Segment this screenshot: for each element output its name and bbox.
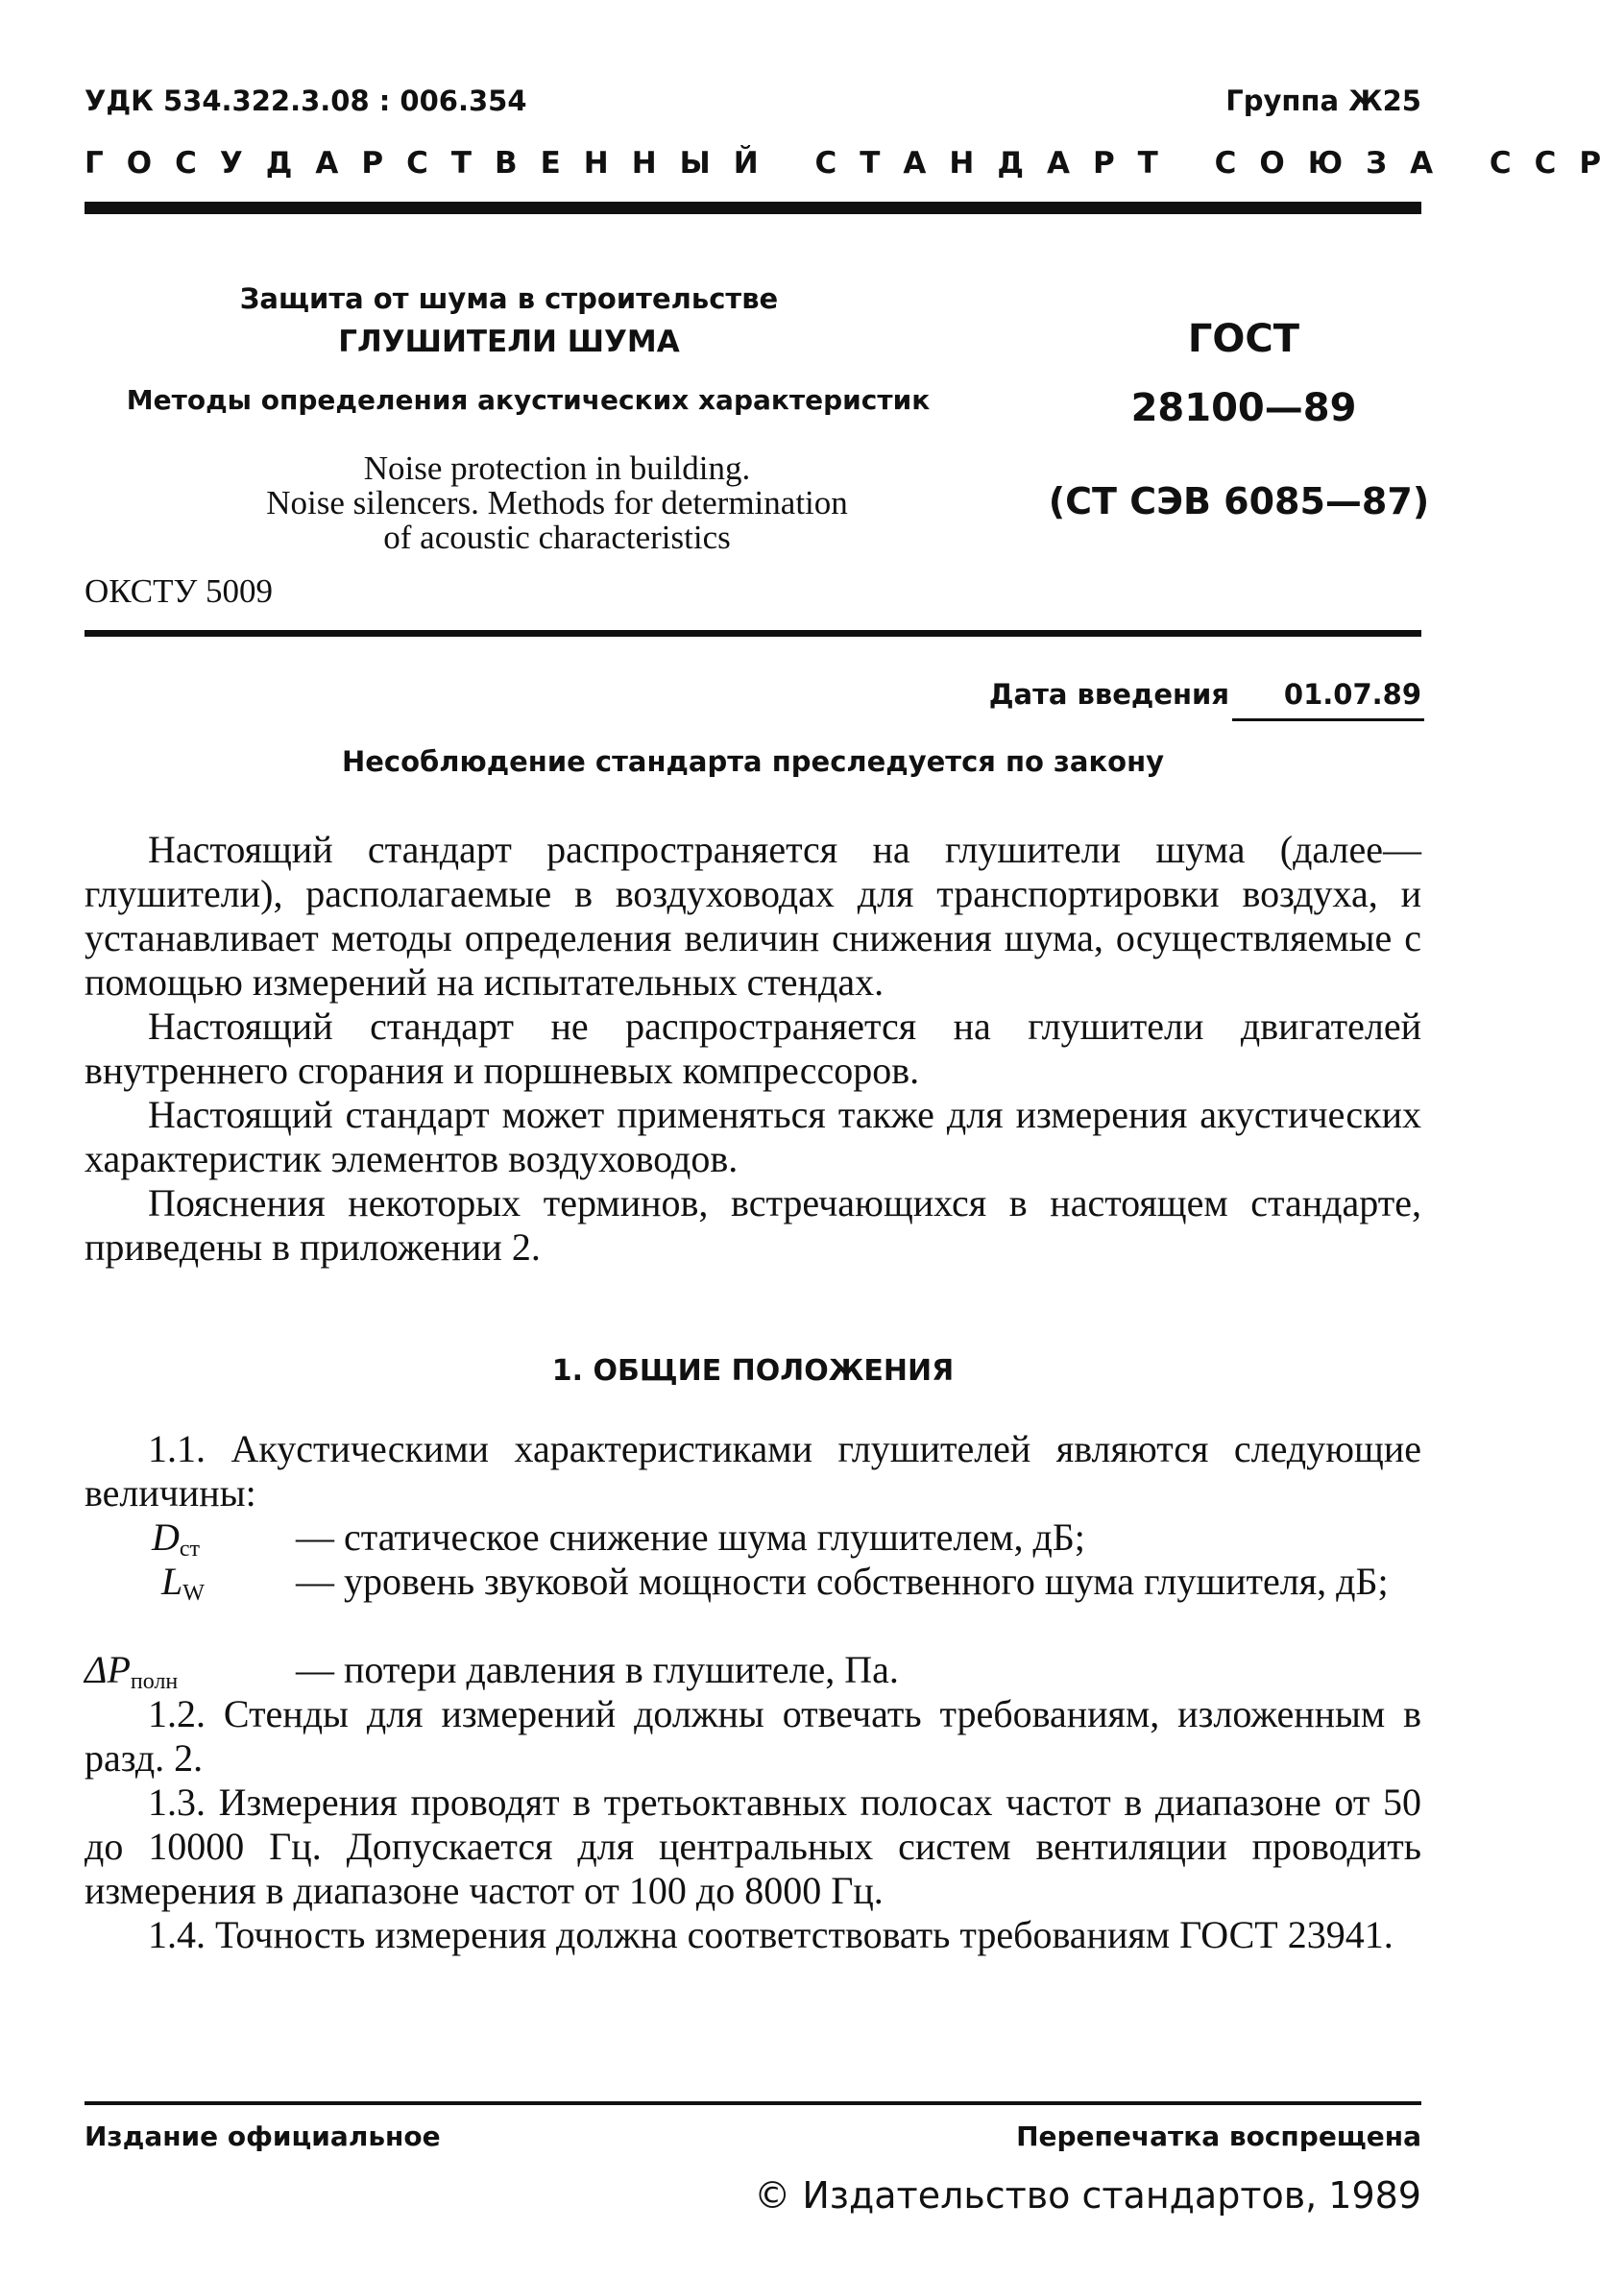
symbol-l-subscript: W	[182, 1581, 205, 1606]
symbol-p: ΔP	[85, 1648, 131, 1691]
date-value: 01.07.89	[1283, 678, 1421, 711]
english-title-line-2: Noise silencers. Methods for determination	[266, 484, 848, 521]
gost-number: 28100—89	[1130, 386, 1357, 430]
date-label: Дата введения	[988, 678, 1229, 711]
footer-rule	[85, 2101, 1421, 2105]
symbol-d: D	[152, 1515, 180, 1559]
english-title-line-1: Noise protection in building.	[363, 449, 751, 487]
symbol-l: L	[161, 1560, 183, 1603]
title-line-3: Методы определения акустических характеристик	[126, 384, 931, 416]
symbol-p-subscript: полн	[130, 1669, 179, 1694]
date-underline	[1232, 718, 1424, 721]
copyright: © Издательство стандартов, 1989	[754, 2174, 1421, 2217]
title-line-1: Защита от шума в строительстве	[239, 282, 779, 315]
definition-l-w: — уровень звуковой мощности собственного шума глушителя, дБ;	[296, 1560, 1389, 1603]
reprint-prohibited: Перепечатка воспрещена	[1016, 2120, 1421, 2152]
udk-code: УДК 534.322.3.08 : 006.354	[85, 85, 527, 117]
official-edition: Издание официальное	[85, 2120, 441, 2152]
intro-paragraph-4: Пояснения некоторых терминов, встречающихся в настоящем стандарте, приведены в приложении 2.	[85, 1181, 1421, 1269]
group-code: Группа Ж25	[1225, 85, 1421, 117]
clause-1-4-text: 1.4. Точность измерения должна соответствовать требованиям ГОСТ 23941.	[148, 1913, 1394, 1956]
title-line-2: ГЛУШИТЕЛИ ШУМА	[338, 325, 680, 359]
clause-1-3-text: 1.3. Измерения проводят в третьоктавных полосах частот в диапазоне от 50 до 10000 Гц. Допускается для центральных систем вентиляции проводить измерения в диапазоне частот от 100 до 8000 Гц.	[85, 1781, 1421, 1912]
intro-paragraph-3: Настоящий стандарт может применяться также для измерения акустических характеристик элементов воздуховодов.	[85, 1093, 1421, 1180]
header-rule-thick	[85, 202, 1421, 214]
intro-text	[85, 828, 1421, 1270]
gost-label: ГОСТ	[1187, 317, 1300, 361]
intro-paragraph-2: Настоящий стандарт не распространяется на глушители двигателей внутреннего сгорания и поршневых компрессоров.	[85, 1005, 1421, 1092]
okstu-code: ОКСТУ 5009	[85, 572, 274, 610]
clause-1-2-text: 1.2. Стенды для измерений должны отвечать требованиям, изложенным в разд. 2.	[85, 1692, 1421, 1780]
clause-1-1-text: 1.1. Акустическими характеристиками глушителей являются следующие величины:	[85, 1427, 1421, 1515]
english-title-line-3: of acoustic characteristics	[383, 519, 731, 556]
section-1-heading: 1. ОБЩИЕ ПОЛОЖЕНИЯ	[551, 1354, 955, 1388]
clause-1-1	[85, 1427, 1421, 1515]
st-sev-number: (СТ СЭВ 6085—87)	[1048, 480, 1430, 522]
clauses-1-2-to-1-4	[85, 1692, 1421, 1957]
definition-delta-p: — потери давления в глушителе, Па.	[296, 1648, 899, 1691]
legal-warning: Несоблюдение стандарта преследуется по закону	[341, 745, 1165, 778]
title-rule	[85, 630, 1421, 637]
state-standard-title: ГОСУДАРСТВЕННЫЙ СТАНДАРТ СОЮЗА ССР	[85, 146, 1624, 181]
symbol-d-subscript: ст	[179, 1537, 201, 1562]
definition-d-st: — статическое снижение шума глушителем, дБ;	[296, 1515, 1085, 1559]
symbol-l-w	[161, 1560, 205, 1615]
intro-paragraph-1: Настоящий стандарт распространяется на глушители шума (далее—глушители), располагаемые в воздуховодах для транспортировки воздуха, и устанавливает методы определения величин снижения шума, осуществляемые с помощью измерений на испытательных стендах.	[85, 828, 1421, 1004]
